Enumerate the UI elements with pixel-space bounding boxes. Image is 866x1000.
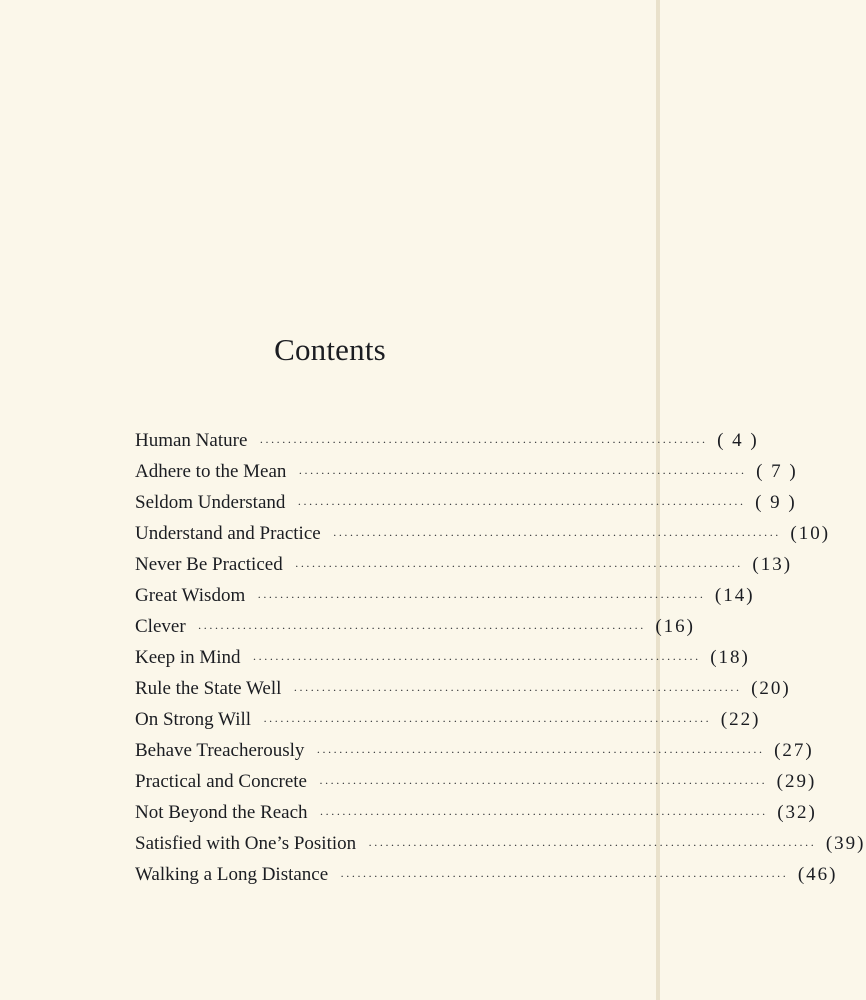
dot-leader: ················································································: [293, 683, 742, 697]
toc-entry-page: (16): [655, 616, 695, 637]
toc-entry-page: (22): [720, 709, 761, 730]
toc-entry-page: (20): [751, 678, 791, 699]
dot-leader: ················································································: [259, 435, 708, 449]
toc-entry[interactable]: [135, 580, 755, 611]
toc-entry[interactable]: [135, 797, 817, 828]
toc-entry-page: (46): [797, 864, 838, 885]
toc-entry-page: ( 9 ): [755, 492, 797, 513]
toc-entry[interactable]: [135, 704, 761, 735]
toc-entry-title: On Strong Will: [135, 709, 252, 730]
toc-entry-page: ( 7 ): [756, 461, 798, 482]
toc-entry[interactable]: [135, 611, 695, 642]
dot-leader: ················································································: [368, 838, 816, 852]
toc-entry[interactable]: [135, 828, 866, 859]
dot-leader: ················································································: [332, 528, 781, 542]
contents-heading: Contents: [274, 332, 386, 367]
toc-entry[interactable]: [135, 456, 798, 487]
dot-leader: ················································································: [298, 466, 747, 480]
toc-entry-page: ( 4 ): [717, 430, 759, 451]
toc-entry-page: (27): [774, 740, 814, 761]
toc-entry-page: (18): [710, 647, 750, 668]
dot-leader: ················································································: [297, 497, 746, 511]
toc-entry-title: Practical and Concrete: [135, 771, 307, 792]
toc-entry[interactable]: [135, 425, 759, 456]
toc-entry[interactable]: [135, 673, 791, 704]
toc-entry-page: (14): [714, 585, 755, 606]
toc-entry-page: (32): [777, 802, 817, 823]
toc-entry[interactable]: [135, 859, 838, 890]
toc-entry[interactable]: [135, 487, 797, 518]
toc-entry-title: Behave Treacherously: [135, 740, 305, 761]
toc-entry-page: (29): [776, 771, 817, 792]
toc-entry-title: Not Beyond the Reach: [135, 802, 308, 823]
toc-entry-title: Rule the State Well: [135, 678, 282, 699]
toc-entry-title: Satisfied with One’s Position: [135, 833, 357, 854]
toc-entry[interactable]: [135, 642, 750, 673]
dot-leader: ················································································: [197, 621, 646, 635]
toc-entry-title: Never Be Practiced: [135, 554, 283, 575]
dot-leader: ················································································: [263, 714, 711, 728]
toc-entry-title: Seldom Understand: [135, 492, 286, 513]
dot-leader: ················································································: [294, 559, 743, 573]
toc-entry-title: Adhere to the Mean: [135, 461, 287, 482]
toc-entry-title: Human Nature: [135, 430, 248, 451]
dot-leader: ················································································: [316, 745, 765, 759]
toc-entry-title: Keep in Mind: [135, 647, 241, 668]
toc-entry[interactable]: [135, 766, 817, 797]
toc-entry[interactable]: [135, 518, 831, 549]
toc-entry-page: (39): [825, 833, 866, 854]
toc-entry-title: Understand and Practice: [135, 523, 321, 544]
toc-entry-title: Walking a Long Distance: [135, 864, 329, 885]
toc-entry-page: (13): [752, 554, 793, 575]
toc-entry-page: (10): [790, 523, 831, 544]
toc-entry[interactable]: [135, 735, 814, 766]
dot-leader: ················································································: [340, 869, 788, 883]
toc-entry-title: Great Wisdom: [135, 585, 246, 606]
dot-leader: ················································································: [318, 776, 767, 790]
toc-entry[interactable]: [135, 549, 793, 580]
dot-leader: ················································································: [257, 590, 705, 604]
toc-entry-title: Clever: [135, 616, 186, 637]
dot-leader: ················································································: [319, 807, 768, 821]
table-of-contents: [135, 425, 866, 890]
dot-leader: ················································································: [252, 652, 701, 666]
